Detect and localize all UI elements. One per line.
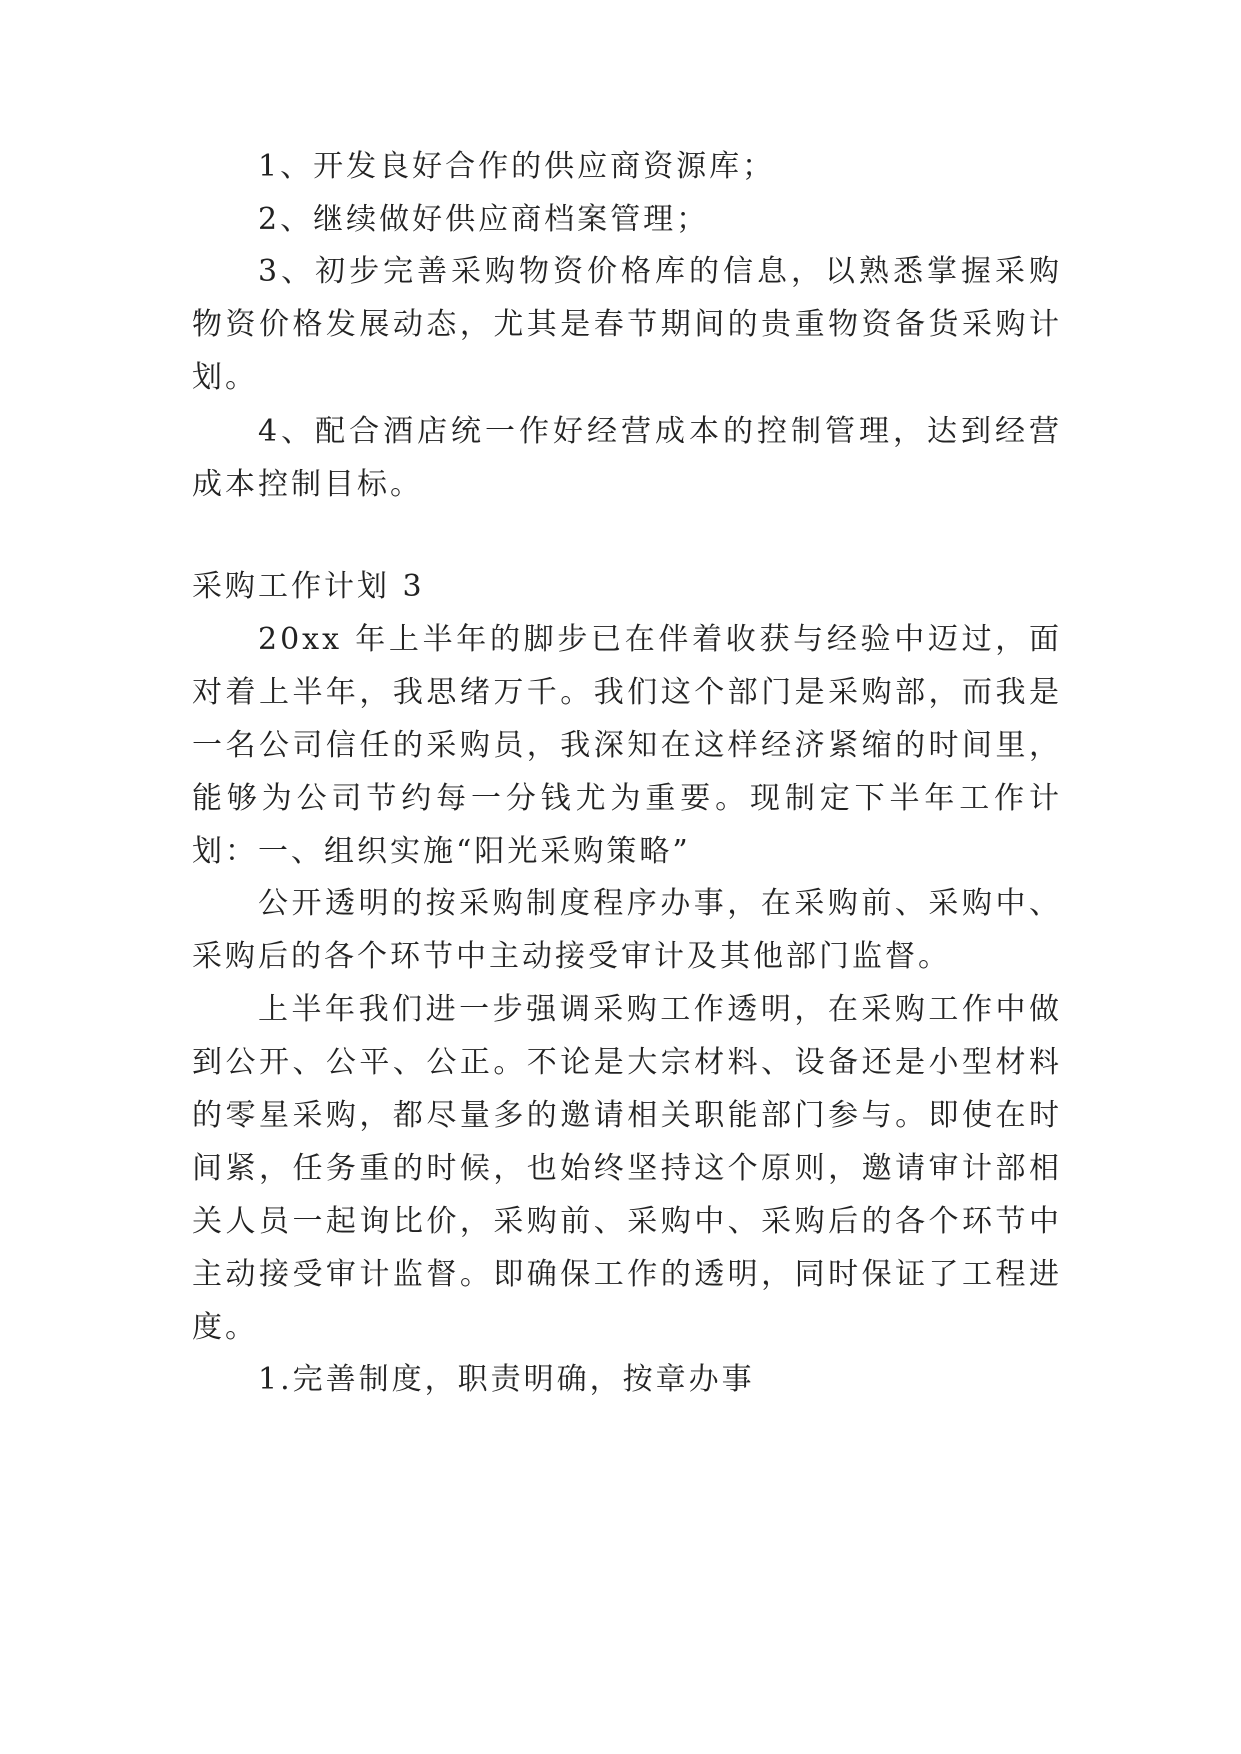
list-item-1: 1、开发良好合作的供应商资源库； (258, 149, 776, 184)
detail-paragraph: 上半年我们进一步强调采购工作透明，在采购工作中做到公开、公平、公正。不论是大宗材料、设备还是小型材料的零星采购，都尽量多的邀请相关职能部门参与。即使在时间紧，任务重的时候，也始终坚持这个原则，邀请审计部相关人员一起询比价，采购前、采购中、采购后的各个环节中主动接受审计监督。即确保工作的透明，同时保证了工程进度。 (192, 992, 1062, 1345)
list-item-4: 4、配合酒店统一作好经营成本的控制管理，达到经营成本控制目标。 (192, 414, 1062, 502)
intro-paragraph: 20xx 年上半年的脚步已在伴着收获与经验中迈过，面对着上半年，我思绪万千。我们这个部门是采购部，而我是一名公司信任的采购员，我深知在这样经济紧缩的时间里，能够为公司节约每一分钱尤为重要。现制定下半年工作计划： (192, 622, 1062, 869)
point-one-body: 公开透明的按采购制度程序办事，在采购前、采购中、采购后的各个环节中主动接受审计及其他部门监督。 (192, 886, 1062, 974)
sub-point-heading: 1.完善制度，职责明确，按章办事 (258, 1362, 755, 1397)
document-page (192, 0, 1062, 1754)
list-item-2: 2、继续做好供应商档案管理； (258, 202, 710, 237)
section-title: 采购工作计划 3 (192, 569, 425, 604)
point-one-heading: 一、组织实施“阳光采购策略” (258, 834, 691, 869)
list-item-3: 3、初步完善采购物资价格库的信息，以熟悉掌握采购物资价格发展动态，尤其是春节期间的贵重物资备货采购计划。 (192, 254, 1062, 395)
